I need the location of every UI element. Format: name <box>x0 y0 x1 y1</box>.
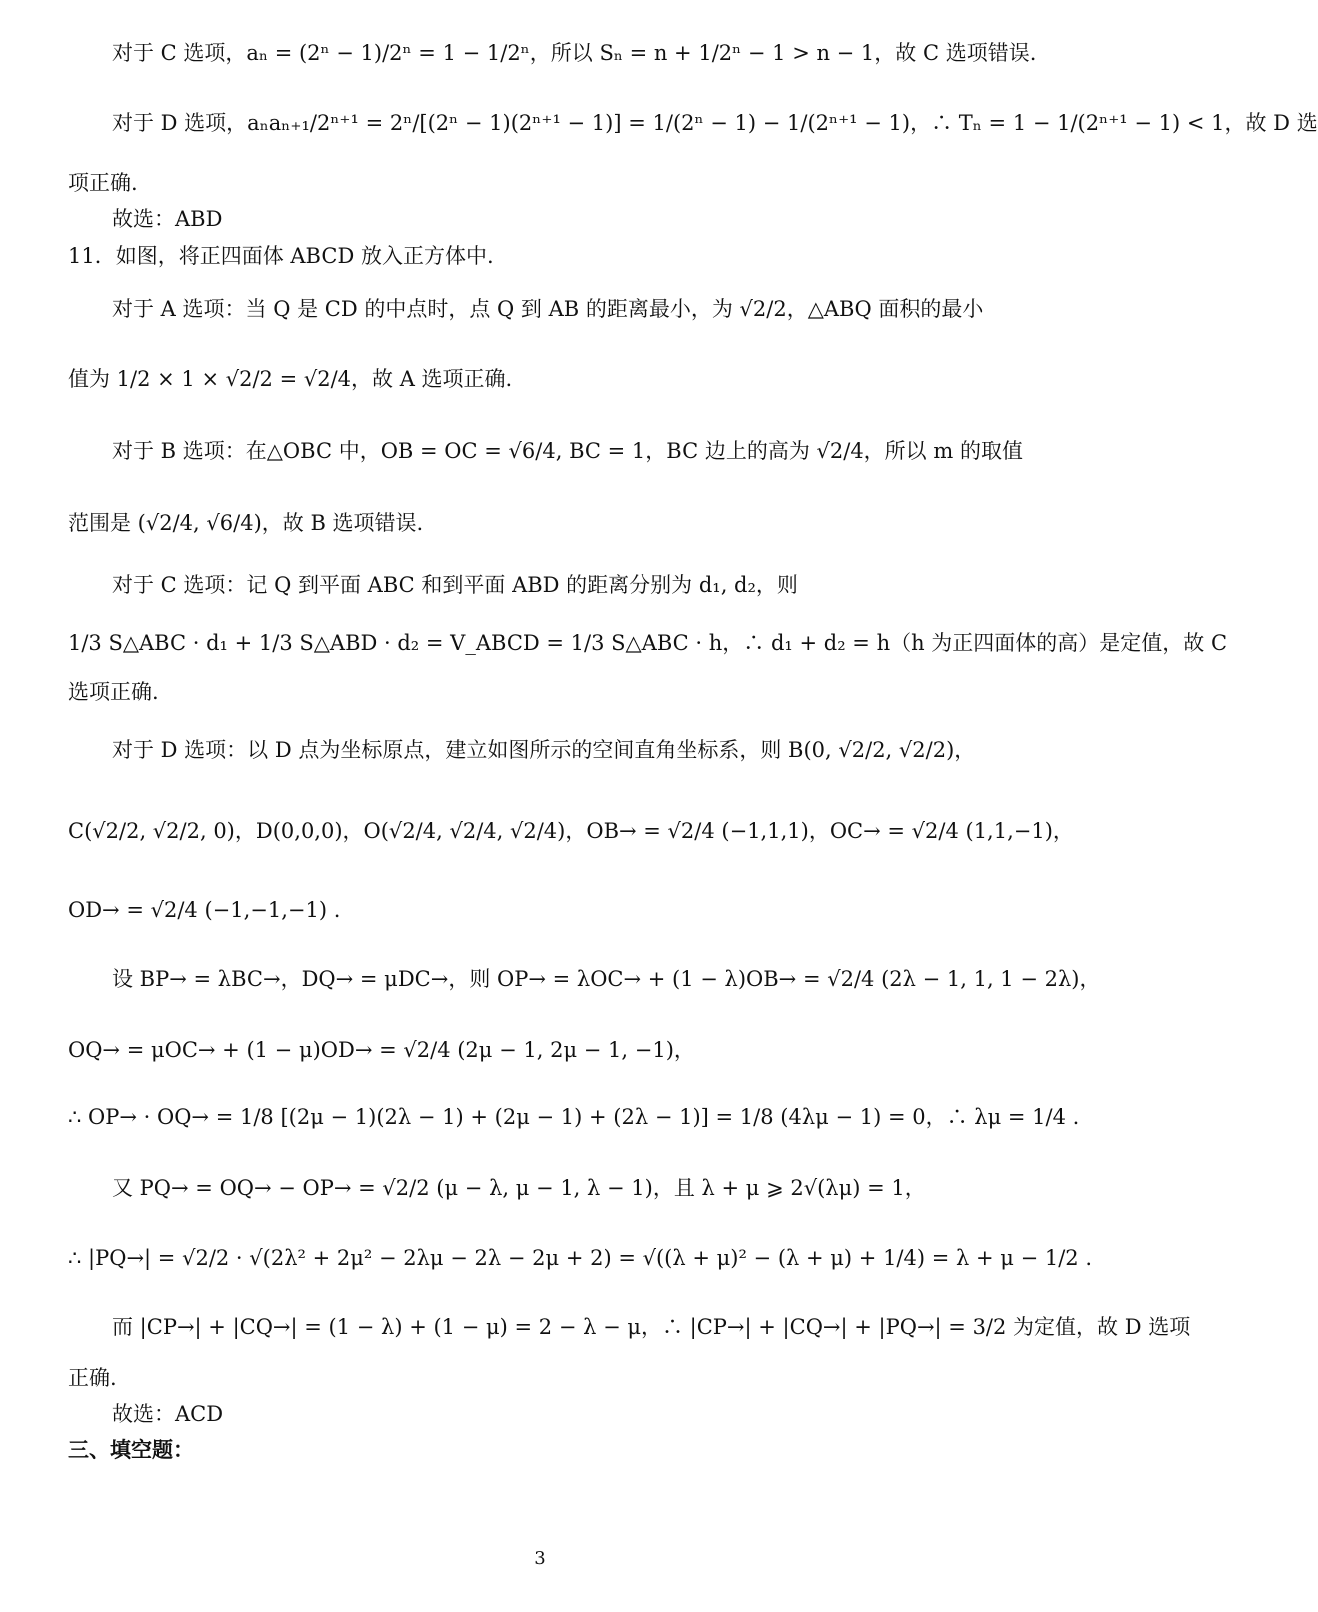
line-a-area: 值为 1/2 × 1 × √2/2 = √2/4，故 A 选项正确. <box>68 367 513 391</box>
line-b-range: 范围是 (√2/4, √6/4)，故 B 选项错误. <box>68 511 424 535</box>
line-c-volume: 1/3 S△ABC · d₁ + 1/3 S△ABD · d₂ = V_ABCD = 1/3 S△ABC · h，∴ d₁ + d₂ = h（h 为正四面体的高）是定值，故 C <box>68 631 1228 655</box>
line-perimeter: 而 |CP→| + |CQ→| = (1 − λ) + (1 − μ) = 2 − λ − μ，∴ |CP→| + |CQ→| + |PQ→| = 3/2 为定值，故 D 选项 <box>112 1315 1191 1339</box>
line-d-option-11: 对于 D 选项：以 D 点为坐标原点，建立如图所示的空间直角坐标系，则 B(0, √2/2, √2/2)， <box>112 738 976 762</box>
line-od-vector: OD→ = √2/4 (−1,−1,−1) . <box>68 898 341 922</box>
line-dot-product: ∴ OP→ · OQ→ = 1/8 [(2μ − 1)(2λ − 1) + (2μ − 1) + (2λ − 1)] = 1/8 (4λμ − 1) = 0，∴ λμ = 1/4 . <box>68 1105 1080 1129</box>
page-number: 3 <box>534 1548 546 1569</box>
line-problem-11: 11．如图，将正四面体 ABCD 放入正方体中. <box>68 244 494 268</box>
section-heading-fill-blank: 三、填空题： <box>68 1438 194 1462</box>
line-coords: C(√2/2, √2/2, 0)，D(0,0,0)，O(√2/4, √2/4, √2/4)，OB→ = √2/4 (−1,1,1)，OC→ = √2/4 (1,1,−1)， <box>68 819 1074 843</box>
line-answer-11: 故选：ACD <box>112 1402 224 1426</box>
line-d-conclusion: 项正确. <box>68 171 138 195</box>
line-c-option-10: 对于 C 选项，aₙ = (2ⁿ − 1)/2ⁿ = 1 − 1/2ⁿ，所以 Sₙ = n + 1/2ⁿ − 1 > n − 1，故 C 选项错误. <box>112 41 1037 65</box>
line-a-option-11: 对于 A 选项：当 Q 是 CD 的中点时，点 Q 到 AB 的距离最小，为 √2/2，△ABQ 面积的最小 <box>112 297 984 321</box>
line-d-correct: 正确. <box>68 1366 117 1390</box>
line-c-conclusion: 选项正确. <box>68 680 159 704</box>
line-b-option-11: 对于 B 选项：在△OBC 中，OB = OC = √6/4, BC = 1，BC 边上的高为 √2/4，所以 m 的取值 <box>112 439 1023 463</box>
line-pq-vector: 又 PQ→ = OQ→ − OP→ = √2/2 (μ − λ, μ − 1, λ − 1)，且 λ + μ ⩾ 2√(λμ) = 1， <box>112 1176 926 1200</box>
line-answer-10: 故选：ABD <box>112 207 223 231</box>
line-d-option-10: 对于 D 选项，aₙaₙ₊₁/2ⁿ⁺¹ = 2ⁿ/[(2ⁿ − 1)(2ⁿ⁺¹ − 1)] = 1/(2ⁿ − 1) − 1/(2ⁿ⁺¹ − 1)，∴ Tₙ = 1 − 1/(2ⁿ⁺¹ − 1) < 1，故 D 选 <box>112 111 1318 135</box>
line-oq-vector: OQ→ = μOC→ + (1 − μ)OD→ = √2/4 (2μ − 1, 2μ − 1, −1)， <box>68 1038 695 1062</box>
line-op-vector: 设 BP→ = λBC→，DQ→ = μDC→，则 OP→ = λOC→ + (1 − λ)OB→ = √2/4 (2λ − 1, 1, 1 − 2λ)， <box>112 967 1101 991</box>
line-pq-length: ∴ |PQ→| = √2/2 · √(2λ² + 2μ² − 2λμ − 2λ − 2μ + 2) = √((λ + μ)² − (λ + μ) + 1/4) = λ + μ − 1/2 . <box>68 1246 1092 1270</box>
line-c-option-11: 对于 C 选项：记 Q 到平面 ABC 和到平面 ABD 的距离分别为 d₁, d₂，则 <box>112 573 798 597</box>
